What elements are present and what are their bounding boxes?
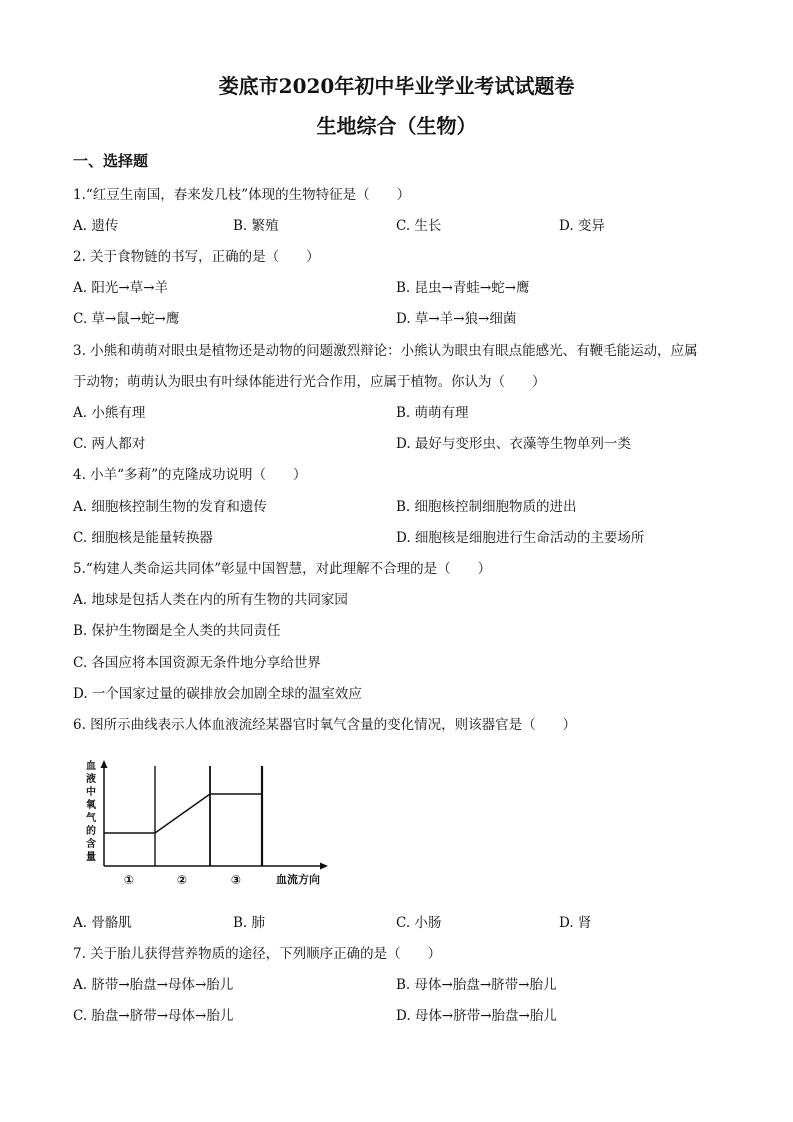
q6-option-b[interactable]: B. 肺 bbox=[233, 915, 266, 931]
section-label-2: ② bbox=[176, 873, 188, 887]
q7-option-d[interactable]: D. 母体→脐带→胎盘→胎儿 bbox=[396, 1008, 557, 1024]
q7-option-c[interactable]: C. 胎盘→脐带→母体→胎儿 bbox=[73, 1008, 234, 1024]
q3-option-b[interactable]: B. 萌萌有理 bbox=[396, 405, 469, 421]
question-5-stem: 5.“构建人类命运共同体”彰显中国智慧，对此理解不合理的是（ ） bbox=[73, 561, 492, 577]
section-label-3: ③ bbox=[230, 873, 242, 887]
page-subtitle: 生地综合（生物） bbox=[316, 114, 477, 138]
q4-option-c[interactable]: C. 细胞核是能量转换器 bbox=[73, 530, 213, 546]
question-3-stem-line1: 3. 小熊和萌萌对眼虫是植物还是动物的问题激烈辩论：小熊认为眼虫有眼点能感光、有鞭毛能运动，应属 bbox=[73, 343, 698, 359]
y-label-char: 液 bbox=[86, 774, 96, 785]
q3-option-c[interactable]: C. 两人都对 bbox=[73, 436, 146, 452]
q4-option-d[interactable]: D. 细胞核是细胞进行生命活动的主要场所 bbox=[396, 530, 645, 546]
y-label-char: 的 bbox=[86, 826, 96, 837]
q5-option-d[interactable]: D. 一个国家过量的碳排放会加剧全球的温室效应 bbox=[73, 686, 362, 702]
q2-option-c[interactable]: C. 草→鼠→蛇→鹰 bbox=[73, 311, 180, 327]
y-label-char: 气 bbox=[86, 813, 96, 824]
oxygen-content-figure bbox=[82, 758, 342, 898]
question-2-stem: 2. 关于食物链的书写，正确的是（ ） bbox=[73, 249, 320, 265]
q1-option-c[interactable]: C. 生长 bbox=[396, 218, 442, 234]
q5-option-c[interactable]: C. 各国应将本国资源无条件地分享给世界 bbox=[73, 655, 321, 671]
y-label-char: 血 bbox=[86, 761, 96, 772]
q7-option-b[interactable]: B. 母体→胎盘→脐带→胎儿 bbox=[396, 977, 557, 993]
q3-option-d[interactable]: D. 最好与变形虫、衣藻等生物单列一类 bbox=[396, 436, 631, 452]
section-label-1: ① bbox=[123, 873, 135, 887]
section-heading: 一、选择题 bbox=[73, 152, 149, 170]
q1-option-a[interactable]: A. 遗传 bbox=[73, 218, 119, 234]
y-label-char: 氧 bbox=[86, 800, 96, 811]
q2-option-d[interactable]: D. 草→羊→狼→细菌 bbox=[396, 311, 517, 327]
question-7-stem: 7. 关于胎儿获得营养物质的途径，下列顺序正确的是（ ） bbox=[73, 946, 442, 962]
question-1-stem: 1.“红豆生南国，春来发几枝”体现的生物特征是（ ） bbox=[73, 187, 411, 203]
q7-option-a[interactable]: A. 脐带→胎盘→母体→胎儿 bbox=[73, 977, 234, 993]
y-label-char: 含 bbox=[86, 839, 96, 850]
q6-option-a[interactable]: A. 骨骼肌 bbox=[73, 915, 132, 931]
oxygen-curve bbox=[104, 794, 262, 833]
q6-option-c[interactable]: C. 小肠 bbox=[396, 915, 442, 931]
q2-option-a[interactable]: A. 阳光→草→羊 bbox=[73, 280, 168, 296]
y-axis-arrow bbox=[101, 760, 108, 768]
y-label-char: 中 bbox=[86, 787, 96, 798]
question-3-stem-line2: 于动物；萌萌认为眼虫有叶绿体能进行光合作用，应属于植物。你认为（ ） bbox=[73, 374, 546, 390]
question-6-stem: 6. 图所示曲线表示人体血液流经某器官时氧气含量的变化情况，则该器官是（ ） bbox=[73, 717, 577, 733]
q5-option-b[interactable]: B. 保护生物圈是全人类的共同责任 bbox=[73, 623, 281, 639]
q1-option-b[interactable]: B. 繁殖 bbox=[233, 218, 279, 234]
q1-option-d[interactable]: D. 变异 bbox=[559, 218, 605, 234]
q6-option-d[interactable]: D. 肾 bbox=[559, 915, 592, 931]
q5-option-a[interactable]: A. 地球是包括人类在内的所有生物的共同家园 bbox=[73, 592, 348, 608]
q2-option-b[interactable]: B. 昆虫→青蛙→蛇→鹰 bbox=[396, 280, 530, 296]
q4-option-a[interactable]: A. 细胞核控制生物的发育和遗传 bbox=[73, 499, 267, 515]
q4-option-b[interactable]: B. 细胞核控制细胞物质的进出 bbox=[396, 499, 577, 515]
y-axis-label bbox=[86, 759, 97, 863]
x-axis-arrow bbox=[320, 863, 328, 870]
y-label-char: 量 bbox=[86, 852, 96, 863]
question-4-stem: 4. 小羊“多莉”的克隆成功说明（ ） bbox=[73, 467, 307, 483]
x-axis-label: 血流方向 bbox=[276, 873, 320, 886]
page-title: 娄底市2020年初中毕业学业考试试题卷 bbox=[218, 74, 575, 98]
q3-option-a[interactable]: A. 小熊有理 bbox=[73, 405, 146, 421]
